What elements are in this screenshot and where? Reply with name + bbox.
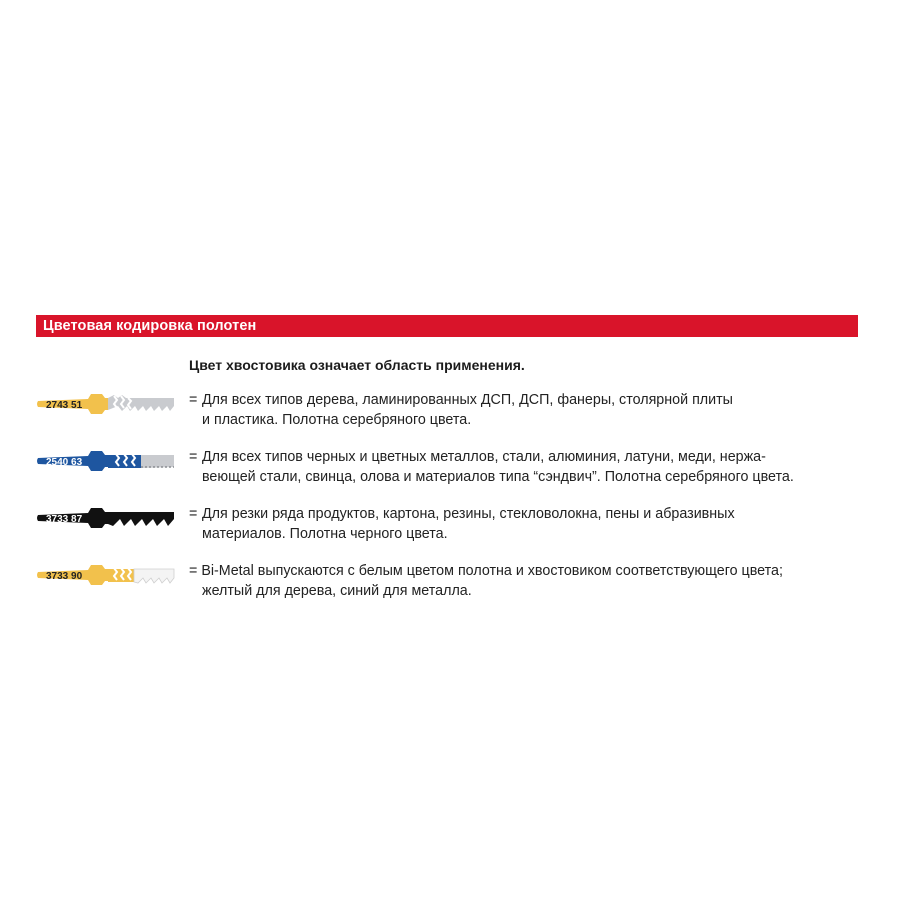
blade-row-4 [0,561,900,611]
row-line-2: желтый для дерева, синий для металла. [202,583,472,599]
blade-code: 2540 63 [46,457,83,468]
row-line-2: материалов. Полотна черного цвета. [202,526,448,542]
row-line-1: Для всех типов дерева, ламинированных ДСП, ДСП, фанеры, столярной плиты [202,392,733,408]
yellow-wood-blade-icon [36,390,176,418]
row-description: = Для всех типов дерева, ламинированных ДСП, ДСП, фанеры, столярной плиты и пластика. Полотна серебряного цвета. [189,390,869,430]
row-line-2: и пластика. Полотна серебряного цвета. [202,412,472,428]
section-header-bar [36,315,858,337]
blade-code: 2743 51 [46,400,83,411]
row-description: = Для резки ряда продуктов, картона, резины, стекловолокна, пены и абразивных материалов. Полотна черного цвета. [189,504,869,544]
black-special-blade-icon [36,504,176,532]
blade-row-3 [0,504,900,554]
row-line-2: веющей стали, свинца, олова и материалов типа “сэндвич”. Полотна серебряного цвета. [202,469,794,485]
blade-code: 3733 90 [46,571,83,582]
intro-text: Цвет хвостовика означает область применения. [189,357,525,373]
row-description [189,561,869,601]
row-line-1: = Bi-Metal выпускаются с белым цветом полотна и хвостовиком соответствующего цвета; [189,563,783,579]
section-title: Цветовая кодировка полотен [43,318,257,334]
yellow-bimetal-blade-icon [36,561,176,589]
blade-code: 3733 87 [46,514,83,525]
row-description: = Для всех типов черных и цветных металлов, стали, алюминия, латуни, меди, нержа- веющей стали, свинца, олова и материалов типа “сэндвич”. Полотна серебряного цвета. [189,447,869,487]
blade-row-2 [0,447,900,497]
blade-row-1 [0,390,900,440]
row-line-1: Для резки ряда продуктов, картона, резины, стекловолокна, пены и абразивных [202,506,735,522]
blue-metal-blade-icon [36,447,176,475]
row-line-1: Для всех типов черных и цветных металлов, стали, алюминия, латуни, меди, нержа- [202,449,766,465]
